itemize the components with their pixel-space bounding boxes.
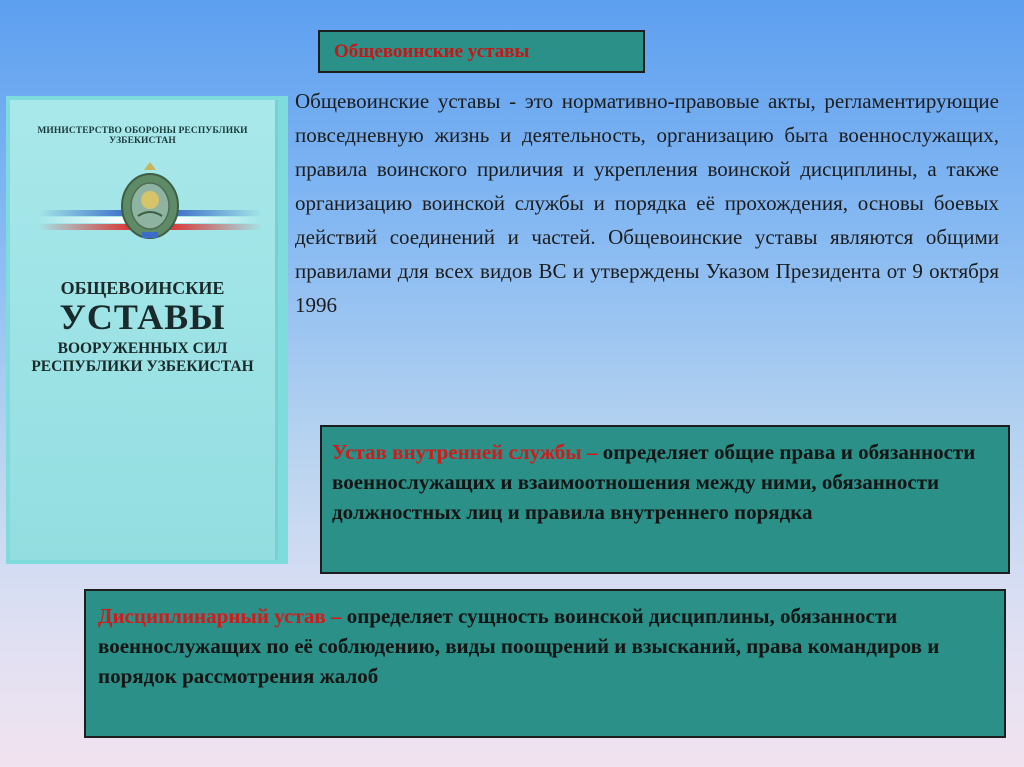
book-ministry-text: МИНИСТЕРСТВО ОБОРОНЫ РЕСПУБЛИКИ УЗБЕКИСТАН [37, 126, 248, 146]
book-cover-front [10, 100, 278, 560]
disciplinary-term: Дисциплинарный устав – [98, 604, 342, 628]
internal-service-term: Устав внутренней службы – [332, 440, 598, 464]
book-title-line1: ОБЩЕВОИНСКИЕ [60, 278, 225, 298]
disciplinary-text: определяет сущность воинской дисциплины, обязанности военнослужащих по её соблюдению, виды поощрений и взысканий, права командиров и порядок рассмотрения жалоб [98, 604, 940, 688]
internal-service-text: определяет общие права и обязанности военнослужащих и взаимоотношения между ними, обязанности должностных лиц и правила внутреннего порядка [332, 440, 976, 524]
slide-title-box [318, 30, 645, 73]
book-title-line2: УСТАВЫ [59, 297, 226, 337]
disciplinary-box [84, 589, 1006, 738]
book-cover-image [6, 96, 288, 564]
book-title-line3: ВООРУЖЕННЫХ СИЛ [57, 340, 228, 357]
book-title-line4: РЕСПУБЛИКИ УЗБЕКИСТАН [31, 358, 254, 375]
internal-service-box [320, 425, 1010, 574]
slide-title: Общевоинские уставы [334, 40, 530, 62]
state-emblem-icon [114, 160, 186, 244]
definition-paragraph: Общевоинские уставы - это нормативно-правовые акты, регламентирующие повседневную жизнь и деятельность, организацию быта военнослужащих, правила воинского приличия и укрепления воинской дисциплины, а также организацию воинской службы и порядка её прохождения, основы боевых действий соединений и частей. Общевоинские уставы являются общими правилами для всех видов ВС и утверждены Указом Президента от 9 октября 1996 [295, 89, 999, 317]
